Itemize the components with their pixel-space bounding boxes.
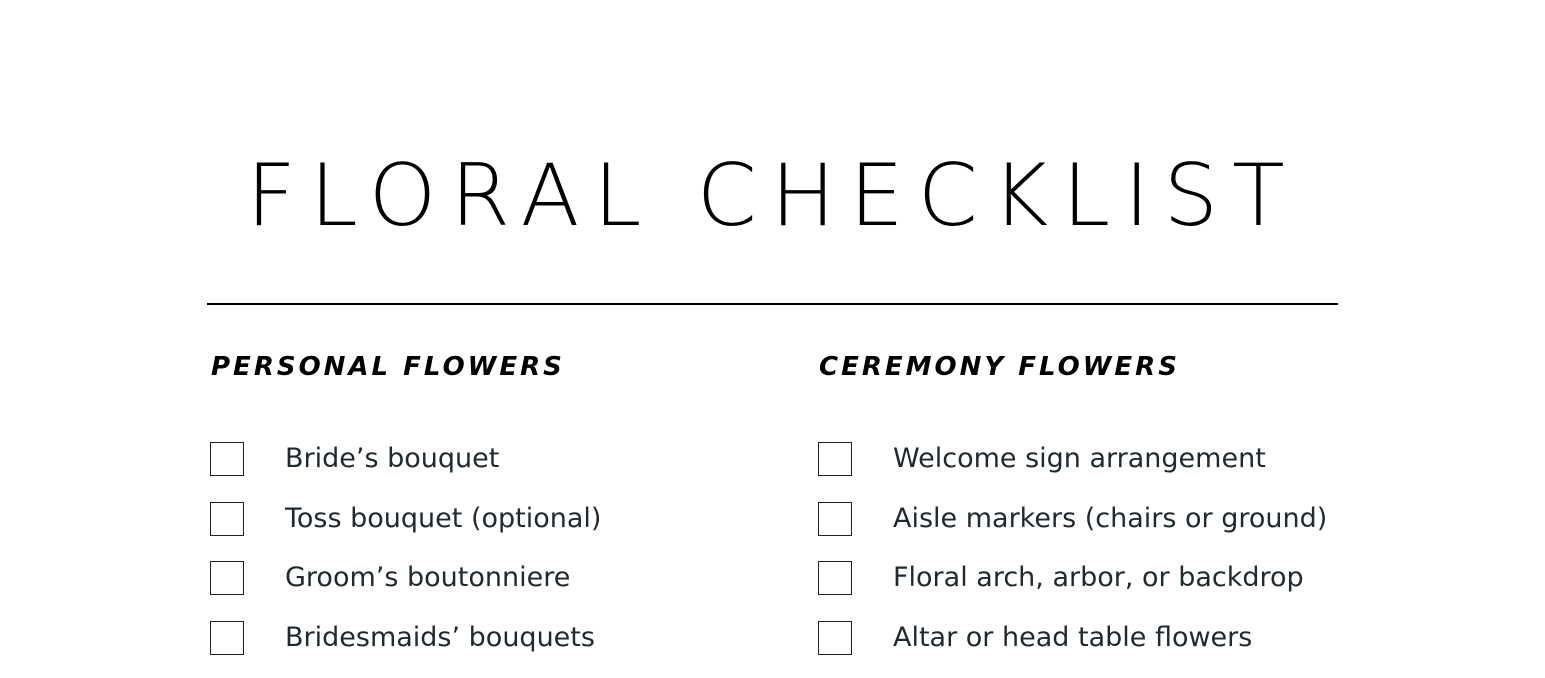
checklist-item-label: Altar or head table flowers <box>893 621 1253 653</box>
checkbox[interactable] <box>210 442 244 476</box>
checklist-item-label: Welcome sign arrangement <box>893 443 1266 474</box>
checkbox[interactable] <box>210 561 244 595</box>
page-title: FLORAL CHECKLIST <box>246 146 1299 246</box>
checklist-item-label: Toss bouquet (optional) <box>285 502 602 534</box>
checklist-item-label: Bridesmaids’ bouquets <box>285 621 595 653</box>
title-divider <box>207 303 1338 305</box>
checkbox[interactable] <box>818 502 852 536</box>
checkbox[interactable] <box>210 621 244 655</box>
checklist-item-label: Bride’s bouquet <box>285 443 500 474</box>
section-heading-ceremony-flowers: CEREMONY FLOWERS <box>819 352 1180 382</box>
section-heading-personal-flowers: PERSONAL FLOWERS <box>211 352 565 382</box>
checkbox[interactable] <box>818 442 852 476</box>
checklist-item-label: Floral arch, arbor, or backdrop <box>893 562 1304 593</box>
checkbox[interactable] <box>210 502 244 536</box>
checkbox[interactable] <box>818 621 852 655</box>
checkbox[interactable] <box>818 561 852 595</box>
checklist-item-label: Groom’s boutonniere <box>285 562 571 593</box>
checklist-item-label: Aisle markers (chairs or ground) <box>893 502 1328 534</box>
